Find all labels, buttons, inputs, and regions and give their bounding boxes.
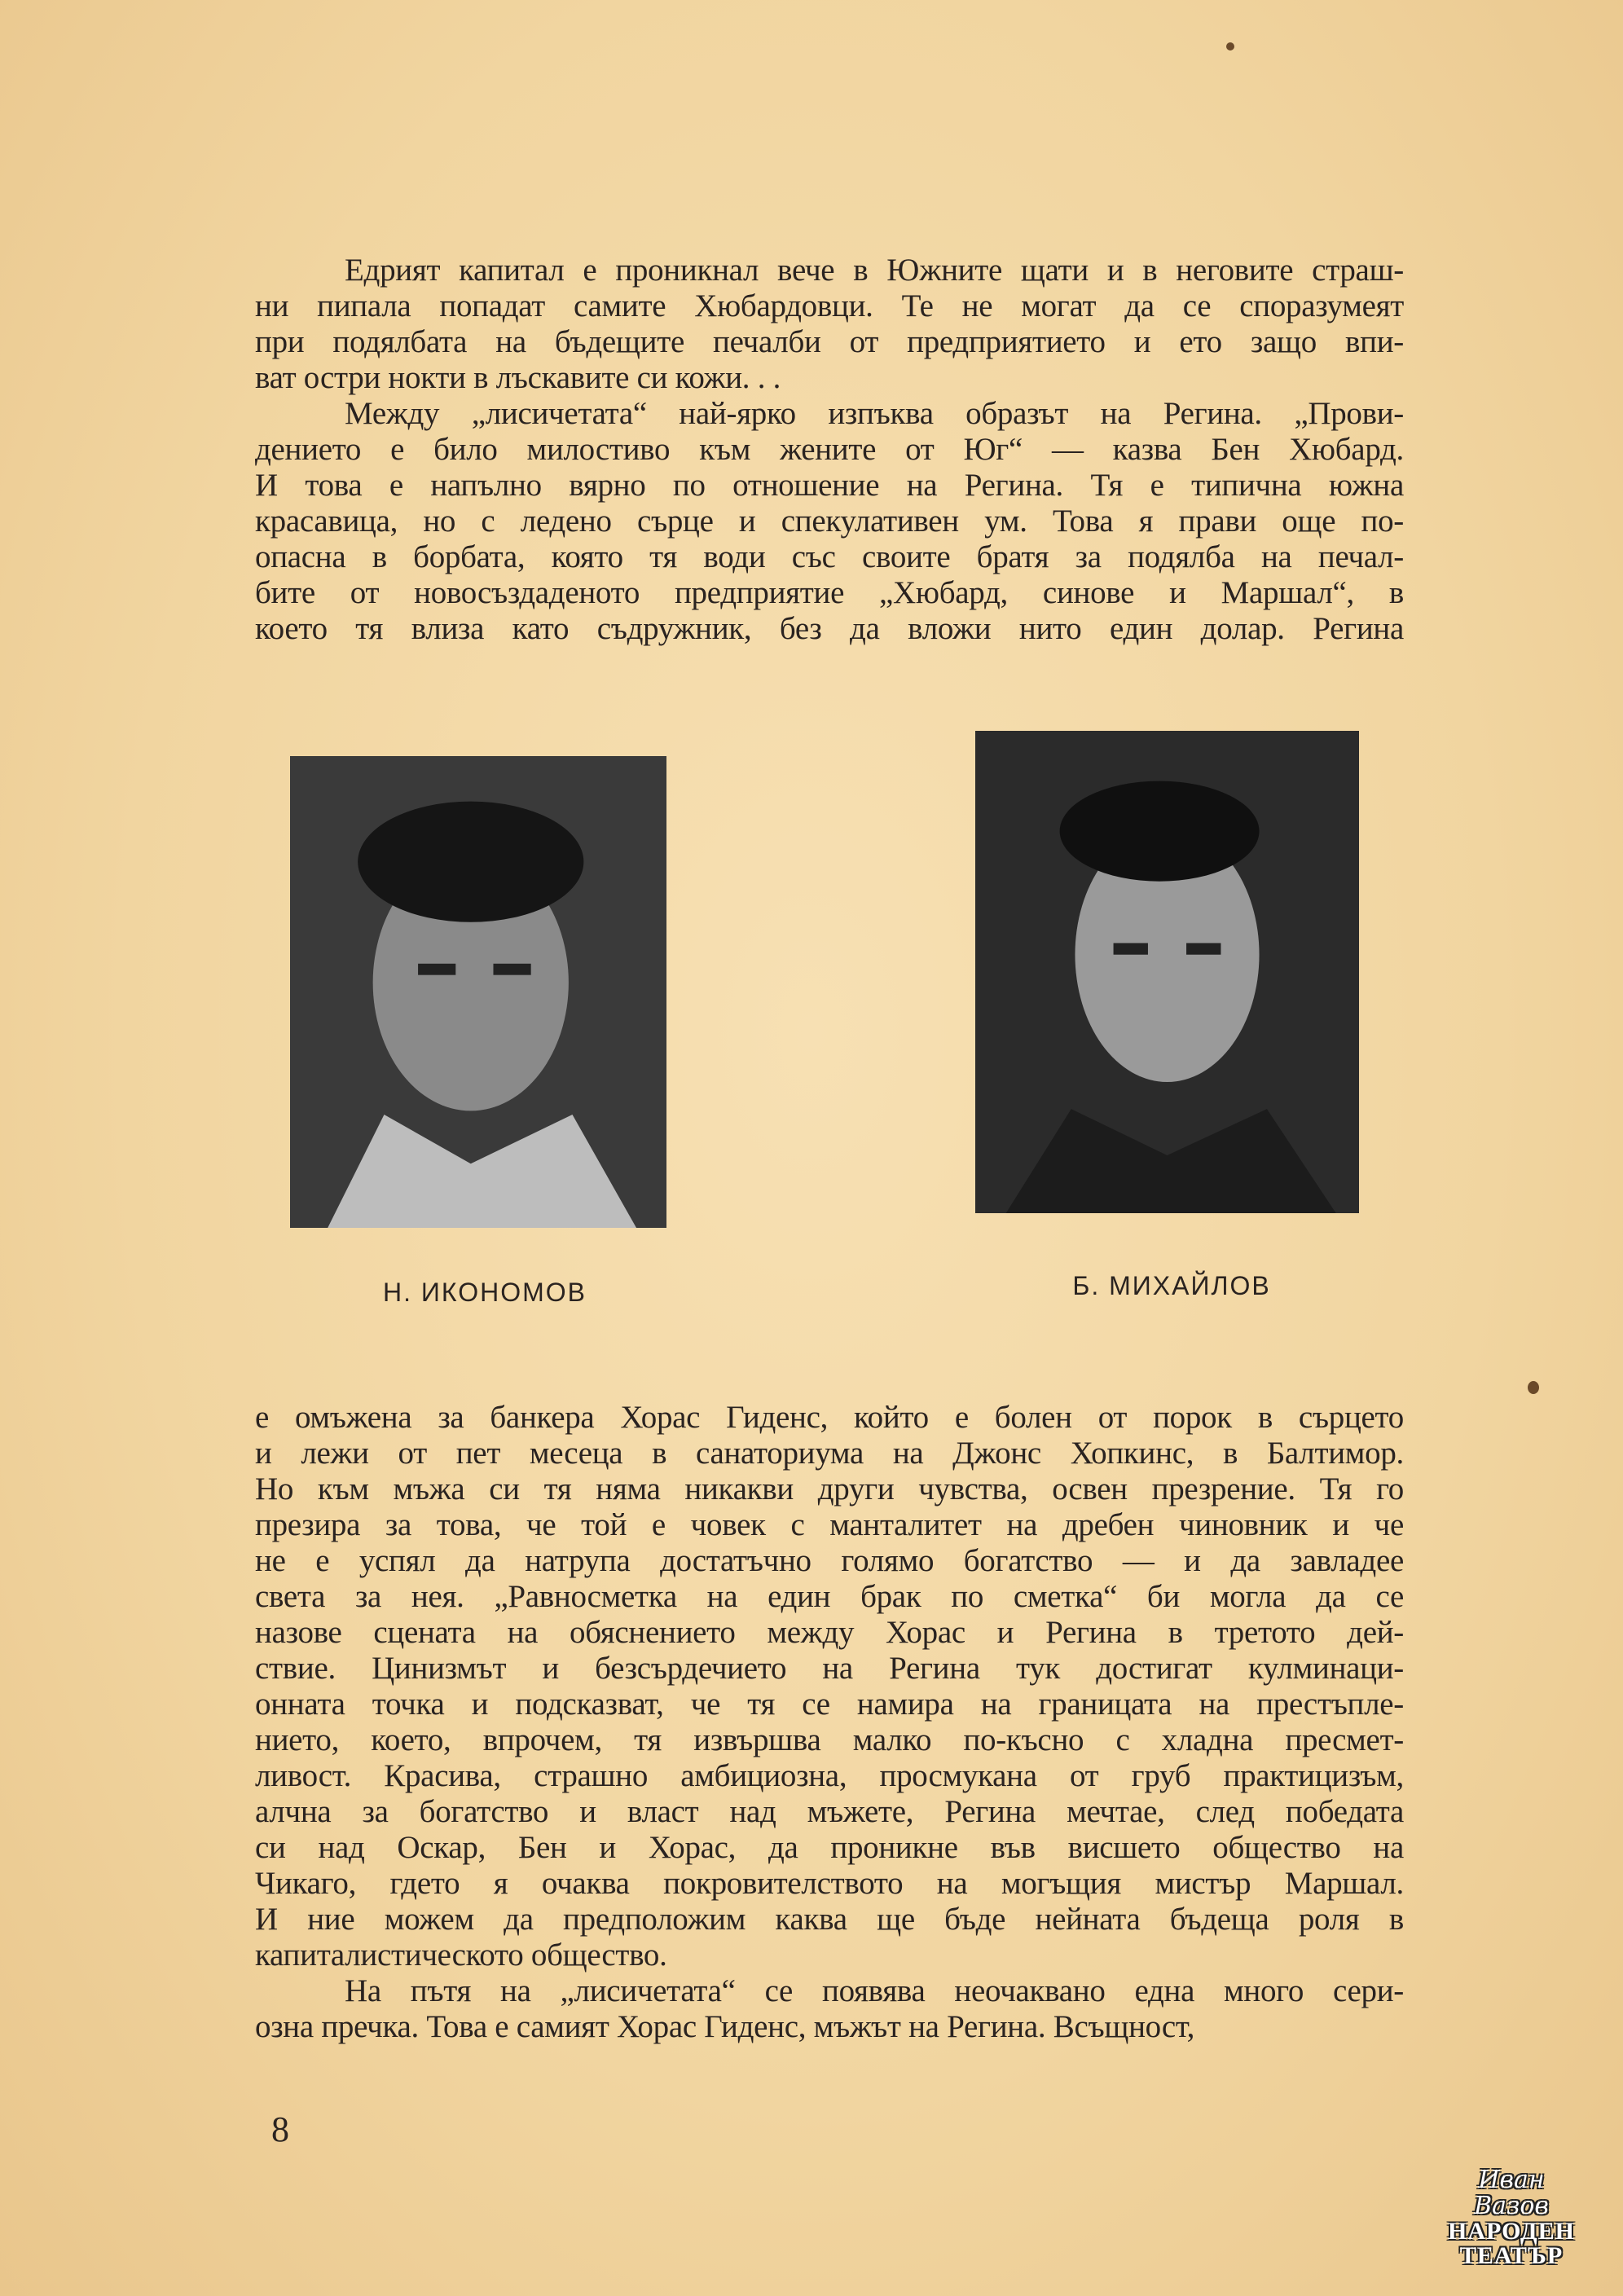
text-line: И това е напълно вярно по отношение на Регина. Тя е типична южна (255, 468, 1404, 503)
text-line: Едрият капитал е проникнал вече в Южните щати и в неговите страш- (345, 253, 1404, 288)
paper-stain (1528, 1381, 1539, 1394)
text-line: опасна в борбата, която тя води със своите братя за подялба на печал- (255, 539, 1404, 574)
text-line: озна пречка. Това е самият Хорас Гиденс, мъжът на Регина. Всъщност, (255, 2009, 1195, 2044)
logo-line1: НАРОДЕН (1448, 2218, 1575, 2245)
top-text-block (255, 253, 1404, 647)
portrait-photo-ikonomov (290, 756, 666, 1228)
text-line: Чикаго, гдето я очаква покровителството на могъщия мистър Маршал. (255, 1866, 1404, 1901)
text-line: не е успял да натрупа достатъчно голямо богатство — и да завладее (255, 1543, 1404, 1578)
text-line: И ние можем да предположим каква ще бъде нейната бъдеща роля в (255, 1902, 1404, 1937)
text-line: нието, което, впрочем, тя извършва малко по-късно с хладна пресмет- (255, 1722, 1404, 1757)
text-line: онната точка и подсказват, че тя се намира на границата на престъпле- (255, 1687, 1404, 1722)
text-line: света за нея. „Равносметка на един брак по сметка“ би могла да се (255, 1579, 1404, 1614)
portrait-photo-mihaylov (975, 731, 1359, 1213)
text-line: което тя влиза като съдружник, без да вложи нито един долар. Регина (255, 611, 1404, 646)
text-line: ват остри нокти в лъскавите си кожи. . . (255, 360, 781, 395)
text-line: и лежи от пет месеца в санаториума на Джонс Хопкинс, в Балтимор. (255, 1436, 1404, 1471)
text-line: ствие. Цинизмът и безсърдечието на Регина тук достигат кулминаци- (255, 1651, 1404, 1686)
text-line: при подялбата на бъдещите печалби от предприятието и ето защо впи- (255, 324, 1404, 359)
logo-line2: ТЕАТЪР (1459, 2242, 1564, 2269)
text-line: ни пипала попадат самите Хюбардовци. Те не могат да се споразумеят (255, 288, 1404, 323)
text-line: капиталистическото общество. (255, 1938, 667, 1973)
text-line: презира за това, че той е човек с манталитет на дребен чиновник и че (255, 1507, 1404, 1542)
national-theatre-logo (1442, 2167, 1581, 2268)
text-line: красавица, но с ледено сърце и спекулативен ум. Това я прави още по- (255, 504, 1404, 539)
logo-script: Иван Вазов (1474, 2166, 1549, 2220)
text-line: На пътя на „лисичетата“ се появява неочаквано една много сери- (345, 1973, 1404, 2008)
text-line: Между „лисичетата“ най-ярко изпъква образът на Регина. „Прови- (345, 396, 1404, 431)
text-line: алчна за богатство и власт над мъжете, Регина мечтае, след победата (255, 1794, 1404, 1829)
photo-caption-ikonomov: Н. ИКОНОМОВ (383, 1278, 587, 1307)
paper-stain (1226, 42, 1234, 51)
page-number: 8 (271, 2109, 289, 2149)
photo-caption-mihaylov: Б. МИХАЙЛОВ (1072, 1271, 1271, 1300)
text-line: назове сцената на обяснението между Хорас и Регина в третото дей- (255, 1615, 1404, 1650)
text-line: си над Оскар, Бен и Хорас, да проникне във висшето общество на (255, 1830, 1404, 1865)
text-line: дението е било милостиво към жените от Юг“ — казва Бен Хюбард. (255, 432, 1404, 467)
text-line: Но към мъжа си тя няма никакви други чувства, освен презрение. Тя го (255, 1471, 1404, 1506)
text-line: бите от новосъздаденото предприятие „Хюбард, синове и Маршал“, в (255, 575, 1404, 610)
text-line: е омъжена за банкера Хорас Гиденс, който е болен от порок в сърцето (255, 1400, 1404, 1435)
bottom-text-block (255, 1400, 1404, 2045)
text-line: ливост. Красива, страшно амбициозна, просмукана от груб практицизъм, (255, 1758, 1404, 1793)
